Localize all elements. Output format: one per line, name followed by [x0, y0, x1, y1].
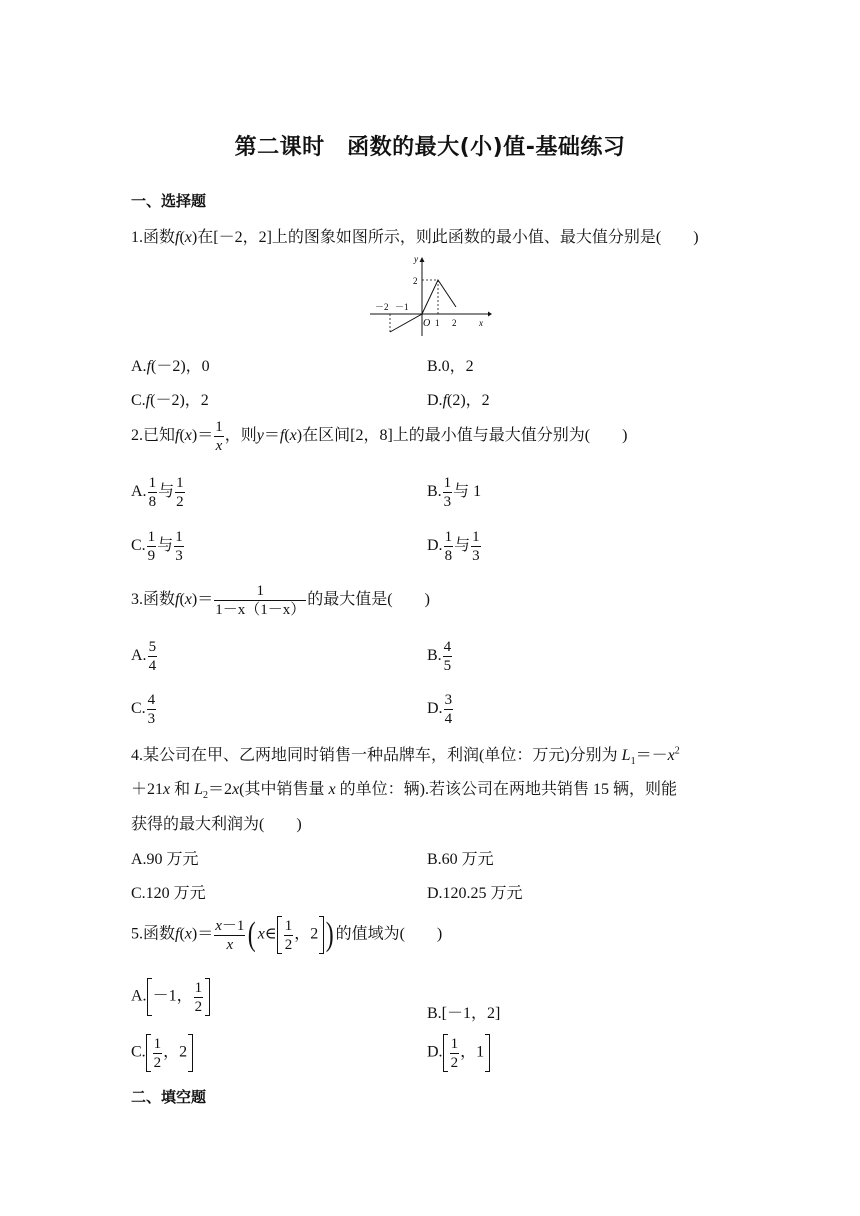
graph-tick-2: 2 [452, 318, 457, 328]
q4-option-c[interactable]: C.120 万元 [131, 885, 206, 902]
section-heading-fill: 二、填空题 [131, 1088, 207, 1106]
question-1-stem: 1.函数f(x)在[－2，2]上的图象如图所示，则此函数的最小值、最大值分别是( ) [131, 229, 699, 246]
q3-option-b[interactable]: B. $\frac{4}{5}$ [427, 639, 452, 674]
q1-option-d[interactable]: D.f(2)，2 [427, 392, 490, 409]
graph-tick-minus2: －2 [375, 302, 389, 312]
q2-option-b[interactable]: B. $\frac{1}{3}$ 与 1 [427, 475, 482, 510]
q2-option-c[interactable]: C. $\frac{1}{9}$ 与 $\frac{1}{3}$ [131, 529, 183, 564]
q5-option-a[interactable]: A. －1， $\frac{1}{2}$ [131, 978, 210, 1016]
question-2-stem: 2.已知f(x)＝ $\frac{1}{x}$ ，则y＝f(x)在区间[2，8]上的最小值与最大值分别为( ) [131, 419, 628, 454]
q1-option-b[interactable]: B.0，2 [427, 358, 474, 375]
question-4-line-3: 获得的最大利润为( ) [131, 816, 302, 833]
q5-option-c[interactable]: C. $\frac{1}{2}$ ，2 [131, 1034, 193, 1072]
graph-tick-minus1: －1 [395, 302, 409, 312]
q1-option-c[interactable]: C.f(－2)，2 [131, 392, 209, 409]
graph-tick-y2: 2 [413, 276, 418, 286]
q4-option-a[interactable]: A.90 万元 [131, 851, 199, 868]
question-3-stem: 3.函数f(x)＝ $\frac{1}{1-x(1-x)}$ 的最大值是( ) [131, 583, 430, 618]
question-4-line-2: ＋21x 和 $L_2=2x$(其中销售量 x 的单位：辆).若该公司在两地共销售 15 辆，则能 [131, 781, 677, 802]
question-4-line-1: 4.某公司在甲、乙两地同时销售一种品牌车，利润(单位：万元)分别为 $L_1=-x^2$ [131, 745, 680, 768]
question-1-graph [368, 252, 494, 338]
q3-option-d[interactable]: D. $\frac{3}{4}$ [427, 692, 453, 727]
q4-option-d[interactable]: D.120.25 万元 [427, 885, 523, 902]
q4-option-b[interactable]: B.60 万元 [427, 851, 494, 868]
section-heading-choice: 一、选择题 [131, 192, 207, 210]
q5-option-d[interactable]: D. $\frac{1}{2}$ ，1 [427, 1034, 490, 1072]
q2-option-d[interactable]: D. $\frac{1}{8}$ 与 $\frac{1}{3}$ [427, 529, 480, 564]
page-title: 第二课时 函数的最大(小)值-基础练习 [234, 135, 626, 160]
question-5-stem: 5.函数f(x)＝ $\frac{x-1}{x}$ ( x∈ $\frac{1}{2}$ ，2 ) 的值域为( ) [131, 916, 443, 953]
q2-option-a[interactable]: A. $\frac{1}{8}$ 与 $\frac{1}{2}$ [131, 475, 184, 510]
graph-origin-label: O [423, 318, 431, 329]
graph-y-label: y [414, 254, 418, 264]
graph-tick-1: 1 [435, 318, 440, 328]
q3-option-c[interactable]: C. $\frac{4}{3}$ [131, 692, 156, 727]
q3-option-a[interactable]: A. $\frac{5}{4}$ [131, 639, 157, 674]
q5-option-b[interactable]: B.[－1，2] [427, 1005, 501, 1022]
graph-x-label: x [479, 318, 483, 328]
q1-option-a[interactable]: A.f(－2)，0 [131, 358, 210, 375]
